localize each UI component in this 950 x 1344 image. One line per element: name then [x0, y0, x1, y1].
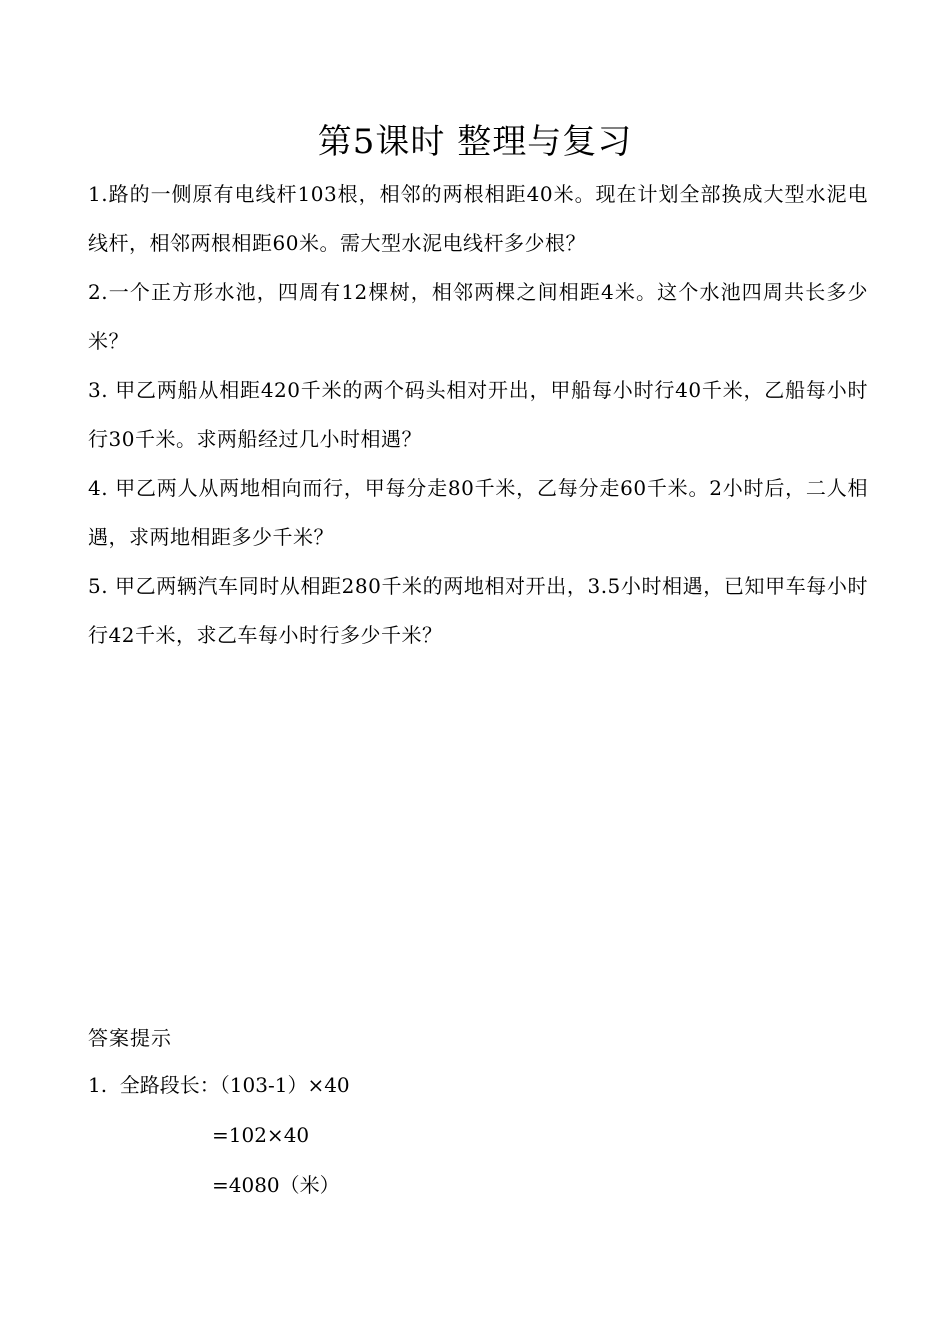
page-title: 第5课时 整理与复习 [317, 122, 633, 162]
answer-line-3: =4080（米） [212, 1173, 340, 1197]
answer-line-2: =102×40 [212, 1123, 310, 1147]
question-3: 3. 甲乙两船从相距420千米的两个码头相对开出，甲船每小时行40千米，乙船每小时行30千米。求两船经过几小时相遇？ [88, 378, 868, 451]
answer-line-1: 1. 全路段长：（103-1）×40 [88, 1073, 350, 1097]
question-list [88, 170, 868, 660]
question-5: 5. 甲乙两辆汽车同时从相距280千米的两地相对开出，3.5小时相遇，已知甲车每小时行42千米，求乙车每小时行多少千米？ [88, 574, 868, 647]
answer-heading: 答案提示 [88, 1026, 172, 1050]
answer-section [88, 1016, 868, 1210]
question-4: 4. 甲乙两人从两地相向而行，甲每分走80千米，乙每分走60千米。2小时后，二人相遇，求两地相距多少千米？ [88, 476, 868, 549]
question-1: 1.路的一侧原有电线杆103根，相邻的两根相距40米。现在计划全部换成大型水泥电线杆，相邻两根相距60米。需大型水泥电线杆多少根？ [88, 182, 868, 255]
question-2: 2.一个正方形水池，四周有12棵树，相邻两棵之间相距4米。这个水池四周共长多少米？ [88, 280, 868, 353]
